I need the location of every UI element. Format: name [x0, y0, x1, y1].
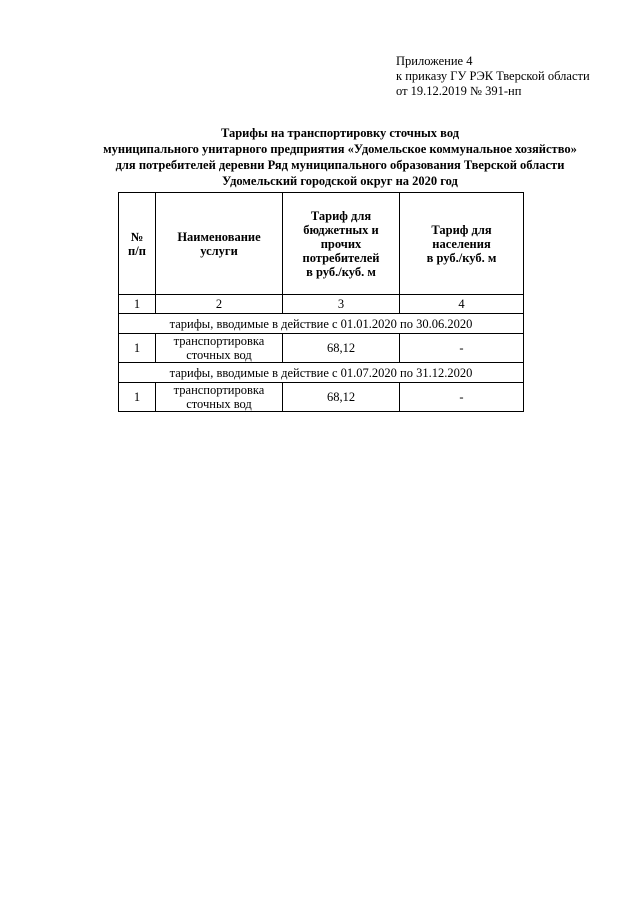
row-service-line: сточных вод [186, 348, 252, 362]
tariff-table [118, 192, 524, 412]
row-tariff-other: 68,12 [283, 334, 400, 363]
header-tariff-population-line: в руб./куб. м [426, 250, 497, 265]
period-label: тарифы, вводимые в действие с 01.07.2020 по 31.12.2020 [119, 363, 524, 383]
header-tariff-other [283, 193, 400, 295]
title-line-4: Удомельский городской округ на 2020 год [222, 174, 458, 188]
row-number: 1 [119, 334, 156, 363]
table-header-row [119, 193, 524, 295]
header-number [119, 193, 156, 295]
header-service-line: услуги [200, 243, 238, 258]
row-service-line: транспортировка [173, 334, 265, 348]
header-tariff-other-line: Тариф для [310, 208, 372, 223]
header-tariff-population-line: Тариф для [431, 222, 492, 237]
title-line-1: Тарифы на транспортировку сточных вод [220, 126, 460, 140]
appendix-reference [396, 54, 590, 99]
row-tariff-population: - [400, 383, 524, 412]
document-title [60, 125, 620, 189]
row-tariff-other: 68,12 [283, 383, 400, 412]
header-tariff-other-line: потребителей [302, 250, 380, 265]
row-service [156, 383, 283, 412]
title-line-3: для потребителей деревни Ряд муниципального образования Тверской области [115, 158, 565, 172]
period-row-1 [119, 314, 524, 334]
header-number-line: № [130, 229, 144, 244]
column-number: 4 [400, 295, 524, 314]
header-service-line: Наименование [177, 229, 261, 244]
row-tariff-population: - [400, 334, 524, 363]
title-line-2: муниципального унитарного предприятия «Удомельское коммунальное хозяйство» [103, 142, 577, 156]
header-tariff-other-line: в руб./куб. м [306, 264, 376, 279]
header-service [156, 193, 283, 295]
period-row-2 [119, 363, 524, 383]
column-number: 2 [156, 295, 283, 314]
row-number: 1 [119, 383, 156, 412]
header-tariff-population-line: населения [432, 236, 491, 251]
appendix-line-2: к приказу ГУ РЭК Тверской области [396, 69, 590, 83]
header-tariff-other-line: бюджетных и [303, 222, 379, 237]
appendix-line-3: от 19.12.2019 № 391-нп [396, 84, 522, 98]
column-number: 3 [283, 295, 400, 314]
column-number-row [119, 295, 524, 314]
row-service [156, 334, 283, 363]
header-tariff-population [400, 193, 524, 295]
row-service-line: сточных вод [186, 397, 252, 411]
table-row [119, 383, 524, 412]
header-tariff-other-line: прочих [320, 236, 362, 251]
appendix-line-1: Приложение 4 [396, 54, 473, 68]
table-row [119, 334, 524, 363]
period-label: тарифы, вводимые в действие с 01.01.2020 по 30.06.2020 [119, 314, 524, 334]
column-number: 1 [119, 295, 156, 314]
row-service-line: транспортировка [173, 383, 265, 397]
header-number-line: п/п [128, 243, 146, 258]
